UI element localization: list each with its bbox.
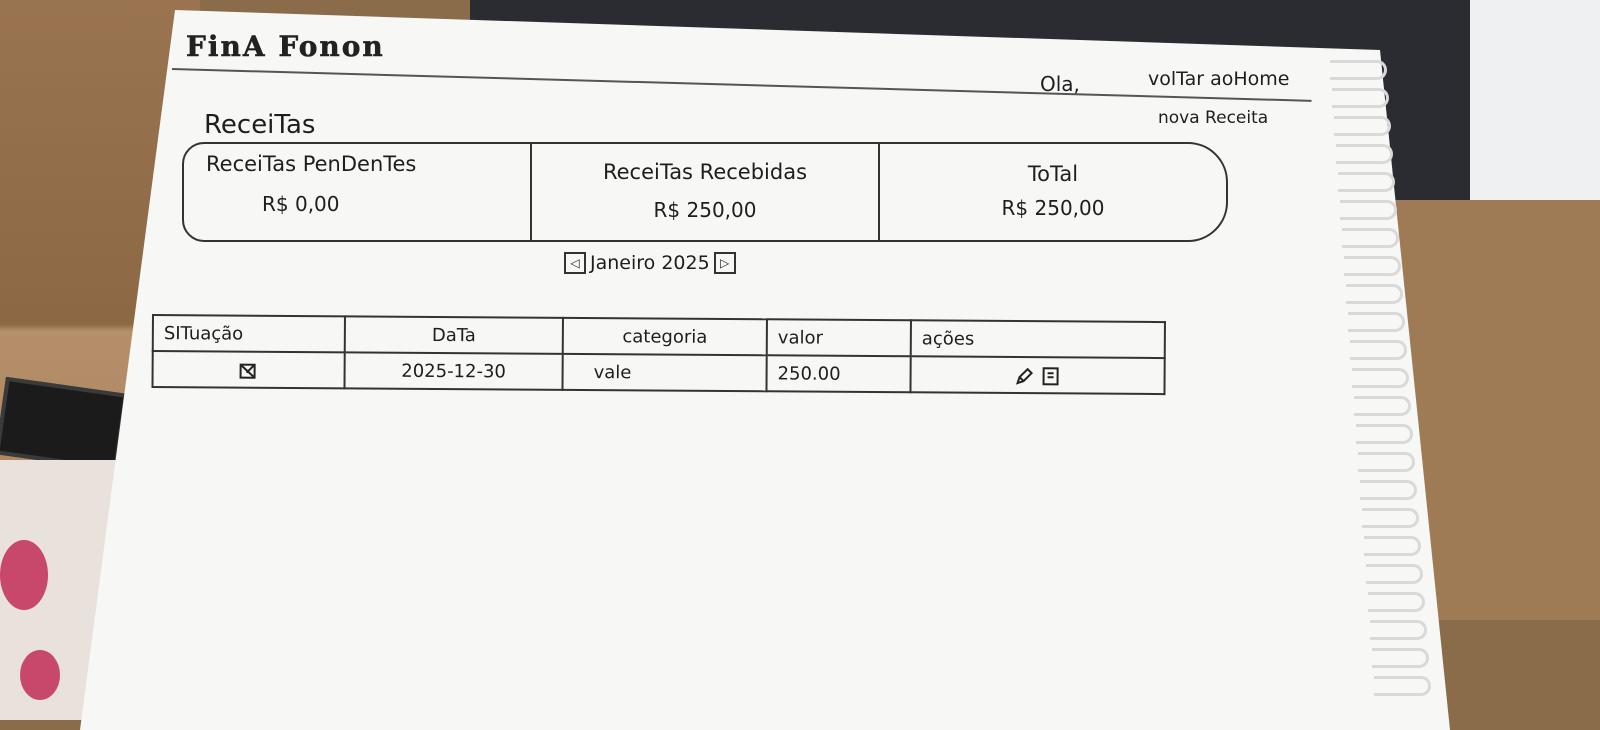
greeting-text: Ola, [1040, 72, 1080, 96]
background-intel-box [0, 377, 128, 471]
app-logo: FinA Fonon [186, 30, 385, 63]
summary-card-value: R$ 0,00 [262, 192, 340, 216]
column-header-actions: ações [911, 320, 1165, 358]
notebook-spiral [1330, 60, 1420, 700]
category-cell: vale [562, 354, 766, 391]
left-arrow-icon[interactable]: ◁ [564, 252, 586, 274]
checked-box-icon[interactable] [239, 360, 259, 380]
page-title: ReceiTas [204, 110, 316, 140]
background-box-print [1440, 460, 1444, 476]
month-navigation [564, 252, 736, 274]
background-flower [0, 540, 48, 610]
back-home-link[interactable]: volTar aoHome [1148, 68, 1290, 90]
summary-card-value: R$ 250,00 [1001, 196, 1105, 220]
summary-cards [182, 142, 1228, 242]
summary-card-label: ReceiTas PenDenTes [206, 152, 417, 176]
delete-trash-icon[interactable] [1040, 366, 1060, 386]
summary-card-total [880, 144, 1226, 240]
month-label: Janeiro 2025 [590, 252, 710, 274]
summary-card-label: ReceiTas Recebidas [602, 160, 808, 184]
column-header-category: categoria [563, 318, 767, 355]
summary-card-received [532, 144, 880, 240]
edit-pencil-icon[interactable] [1015, 366, 1035, 386]
background-flower [20, 650, 60, 700]
receipts-table [151, 314, 1165, 395]
column-header-value: valor [767, 319, 911, 356]
actions-cell [910, 356, 1164, 394]
column-header-date: DaTa [345, 316, 563, 354]
column-header-status: SITuação [153, 315, 345, 352]
new-recipe-button[interactable]: nova Receita [1158, 108, 1269, 128]
right-arrow-icon[interactable]: ▷ [714, 252, 736, 274]
date-cell: 2025-12-30 [344, 352, 562, 390]
status-cell [152, 351, 344, 388]
table-row [152, 351, 1164, 394]
summary-card-pending [184, 144, 532, 240]
summary-card-value: R$ 250,00 [653, 198, 757, 222]
value-cell: 250.00 [766, 355, 910, 392]
background-paper [1470, 0, 1600, 220]
summary-card-label: ToTal [1027, 162, 1079, 186]
